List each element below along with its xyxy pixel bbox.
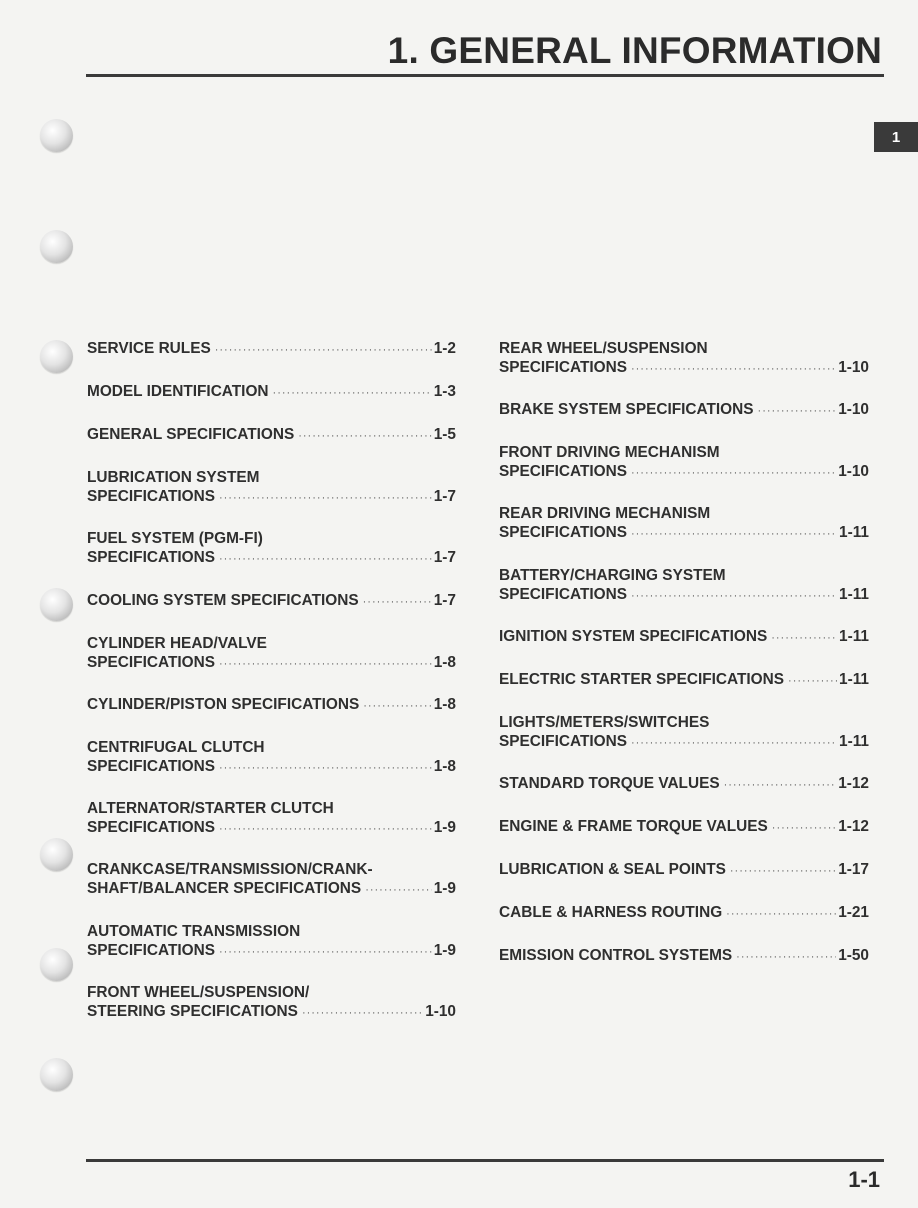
toc-entry[interactable] <box>499 947 869 967</box>
toc-page-number: 1-2 <box>433 340 456 357</box>
toc-entry-label: SPECIFICATIONS <box>87 757 215 775</box>
toc-entry-label: GENERAL SPECIFICATIONS <box>87 426 295 443</box>
toc-entry[interactable] <box>499 775 869 795</box>
toc-entry-label: SPECIFICATIONS <box>87 653 215 671</box>
toc-page-number: 1-8 <box>433 696 456 713</box>
toc-entry-title: REAR WHEEL/SUSPENSION <box>499 340 708 357</box>
toc-entry-row <box>87 880 456 900</box>
toc-entry-label: COOLING SYSTEM SPECIFICATIONS <box>87 592 359 609</box>
toc-entry-label: MODEL IDENTIFICATION <box>87 383 269 400</box>
toc-entry-label: ELECTRIC STARTER SPECIFICATIONS <box>499 671 785 688</box>
toc-entry-title: CYLINDER HEAD/VALVE <box>87 635 267 652</box>
toc-entry[interactable] <box>499 818 869 838</box>
toc-entry[interactable] <box>499 861 869 881</box>
toc-entry-label: EMISSION CONTROL SYSTEMS <box>499 947 733 964</box>
toc-entry[interactable] <box>499 714 869 752</box>
toc-page-number: 1-12 <box>838 818 869 835</box>
toc-entry-row <box>499 947 869 967</box>
toc-entry-label: SPECIFICATIONS <box>499 523 627 541</box>
toc-entry-row <box>499 586 869 606</box>
dot-leader <box>730 862 836 881</box>
toc-entry-label: SPECIFICATIONS <box>499 462 627 480</box>
toc-entry[interactable] <box>499 671 869 691</box>
toc-entry-row <box>87 426 456 446</box>
dot-leader <box>726 905 836 924</box>
toc-page-number: 1-10 <box>838 401 869 418</box>
dot-leader <box>788 672 837 691</box>
toc-entry-label: STEERING SPECIFICATIONS <box>87 1002 298 1020</box>
toc-entry-row <box>87 758 456 778</box>
toc-page-number: 1-3 <box>433 383 456 400</box>
dot-leader <box>631 587 837 606</box>
toc-entry-label: SPECIFICATIONS <box>499 358 627 376</box>
toc-entry[interactable] <box>87 530 456 568</box>
toc-page-number: 1-10 <box>425 1002 456 1020</box>
toc-entry-row <box>499 463 869 483</box>
toc-entry-row <box>499 733 869 753</box>
toc-entry-title: FUEL SYSTEM (PGM-FI) <box>87 530 263 547</box>
toc-entry-row <box>87 383 456 403</box>
dot-leader <box>631 464 836 483</box>
dot-leader <box>215 341 432 360</box>
toc-entry-row <box>87 592 456 612</box>
toc-page-number: 1-7 <box>433 592 456 609</box>
toc-page-number: 1-9 <box>433 941 456 959</box>
toc-page-number: 1-11 <box>839 628 869 645</box>
toc-page-number: 1-8 <box>433 757 456 775</box>
toc-entry-row <box>499 775 869 795</box>
toc-entry[interactable] <box>499 401 869 421</box>
dot-leader <box>298 427 432 446</box>
toc-entry[interactable] <box>87 696 456 716</box>
toc-entry-label: SPECIFICATIONS <box>87 818 215 836</box>
dot-leader <box>771 629 837 648</box>
toc-entry-label: SPECIFICATIONS <box>87 941 215 959</box>
toc-page-number: 1-11 <box>839 585 869 603</box>
toc-page-number: 1-9 <box>433 879 456 897</box>
toc-entry-title: CENTRIFUGAL CLUTCH <box>87 739 265 756</box>
toc-entry-title: AUTOMATIC TRANSMISSION <box>87 923 301 940</box>
dot-leader <box>219 655 432 674</box>
toc-entry-title: CRANKCASE/TRANSMISSION/CRANK- <box>87 861 373 878</box>
toc-page-number: 1-7 <box>433 487 456 505</box>
toc-entry-row <box>499 904 869 924</box>
toc-entry[interactable] <box>87 739 456 777</box>
dot-leader <box>219 759 432 778</box>
toc-entry-row <box>87 696 456 716</box>
header-rule <box>86 74 884 77</box>
toc-entry-row <box>499 401 869 421</box>
toc-entry[interactable] <box>499 340 869 378</box>
toc-entry-label: ENGINE & FRAME TORQUE VALUES <box>499 818 768 835</box>
dot-leader <box>631 734 837 753</box>
toc-entry-label: SPECIFICATIONS <box>499 732 627 750</box>
toc-entry-title: REAR DRIVING MECHANISM <box>499 505 711 522</box>
dot-leader <box>631 525 837 544</box>
toc-entry-row <box>87 942 456 962</box>
toc-entry-title: LIGHTS/METERS/SWITCHES <box>499 714 710 731</box>
toc-page-number: 1-8 <box>433 653 456 671</box>
toc-entry-row <box>87 1003 456 1023</box>
toc-page-number: 1-10 <box>838 462 869 480</box>
page-title: 1. GENERAL INFORMATION <box>387 30 882 71</box>
toc-entry[interactable] <box>87 923 456 961</box>
toc-entry-label: LUBRICATION & SEAL POINTS <box>499 861 726 878</box>
punch-hole-icon <box>40 838 73 871</box>
toc-entry-label: STANDARD TORQUE VALUES <box>499 775 720 792</box>
section-tab: 1 <box>874 122 918 152</box>
toc-entry[interactable] <box>87 426 456 446</box>
dot-leader <box>724 776 837 795</box>
toc-entry[interactable] <box>87 861 456 899</box>
toc-entry-row <box>87 654 456 674</box>
toc-entry-title: FRONT DRIVING MECHANISM <box>499 444 720 461</box>
toc-entry-title: FRONT WHEEL/SUSPENSION/ <box>87 984 310 1001</box>
dot-leader <box>363 697 432 716</box>
toc-page-number: 1-50 <box>838 947 869 964</box>
toc-entry-row <box>499 671 869 691</box>
toc-page-number: 1-5 <box>433 426 456 443</box>
toc-entry-label: SPECIFICATIONS <box>87 548 215 566</box>
toc-entry[interactable] <box>499 628 869 648</box>
toc-entry-row <box>499 628 869 648</box>
toc-entry-label: SHAFT/BALANCER SPECIFICATIONS <box>87 879 362 897</box>
punch-hole-icon <box>40 588 73 621</box>
toc-page-number: 1-21 <box>838 904 869 921</box>
page-number: 1-1 <box>848 1167 880 1192</box>
toc-entry[interactable] <box>499 505 869 543</box>
toc-entry[interactable] <box>87 383 456 403</box>
toc-page-number: 1-11 <box>839 523 869 541</box>
dot-leader <box>219 943 432 962</box>
toc-entry-row <box>499 359 869 379</box>
toc-entry-label: CYLINDER/PISTON SPECIFICATIONS <box>87 696 360 713</box>
dot-leader <box>736 948 836 967</box>
toc-entry[interactable] <box>87 592 456 612</box>
toc-entry-label: BRAKE SYSTEM SPECIFICATIONS <box>499 401 754 418</box>
toc-entry-label: IGNITION SYSTEM SPECIFICATIONS <box>499 628 768 645</box>
toc-entry-label: SPECIFICATIONS <box>87 487 215 505</box>
toc-entry-row <box>499 818 869 838</box>
dot-leader <box>631 360 836 379</box>
toc-entry-row <box>499 861 869 881</box>
toc-entry[interactable] <box>87 635 456 673</box>
toc-entry-row <box>499 524 869 544</box>
punch-hole-icon <box>40 340 73 373</box>
dot-leader <box>219 489 432 508</box>
toc-entry-label: SERVICE RULES <box>87 340 211 357</box>
toc-entry-label: CABLE & HARNESS ROUTING <box>499 904 723 921</box>
toc-entry-row <box>87 340 456 360</box>
toc-entry[interactable] <box>87 984 456 1022</box>
dot-leader <box>363 593 432 612</box>
toc-page-number: 1-10 <box>838 358 869 376</box>
toc-page-number: 1-12 <box>838 775 869 792</box>
dot-leader <box>758 402 837 421</box>
toc-entry-row <box>87 819 456 839</box>
toc-entry-label: SPECIFICATIONS <box>499 585 627 603</box>
punch-hole-icon <box>40 119 73 152</box>
dot-leader <box>273 384 432 403</box>
footer-rule <box>86 1159 884 1162</box>
toc-page-number: 1-7 <box>433 548 456 566</box>
toc-entry-title: ALTERNATOR/STARTER CLUTCH <box>87 800 334 817</box>
toc-entry-row <box>87 549 456 569</box>
toc-entry[interactable] <box>87 340 456 360</box>
toc-entry[interactable] <box>499 444 869 482</box>
toc-page-number: 1-11 <box>839 732 869 750</box>
toc-page-number: 1-9 <box>433 818 456 836</box>
toc-page-number: 1-17 <box>838 861 869 878</box>
punch-hole-icon <box>40 948 73 981</box>
dot-leader <box>219 820 432 839</box>
punch-hole-icon <box>40 230 73 263</box>
dot-leader <box>219 550 432 569</box>
toc-entry[interactable] <box>499 567 869 605</box>
dot-leader <box>772 819 836 838</box>
toc-page-number: 1-11 <box>839 671 869 688</box>
toc-entry[interactable] <box>87 469 456 507</box>
toc-entry[interactable] <box>87 800 456 838</box>
toc-entry-title: LUBRICATION SYSTEM <box>87 469 260 486</box>
toc-entry[interactable] <box>499 904 869 924</box>
toc-entry-row <box>87 488 456 508</box>
punch-hole-icon <box>40 1058 73 1091</box>
dot-leader <box>365 881 432 900</box>
toc-entry-title: BATTERY/CHARGING SYSTEM <box>499 567 726 584</box>
dot-leader <box>302 1004 423 1023</box>
